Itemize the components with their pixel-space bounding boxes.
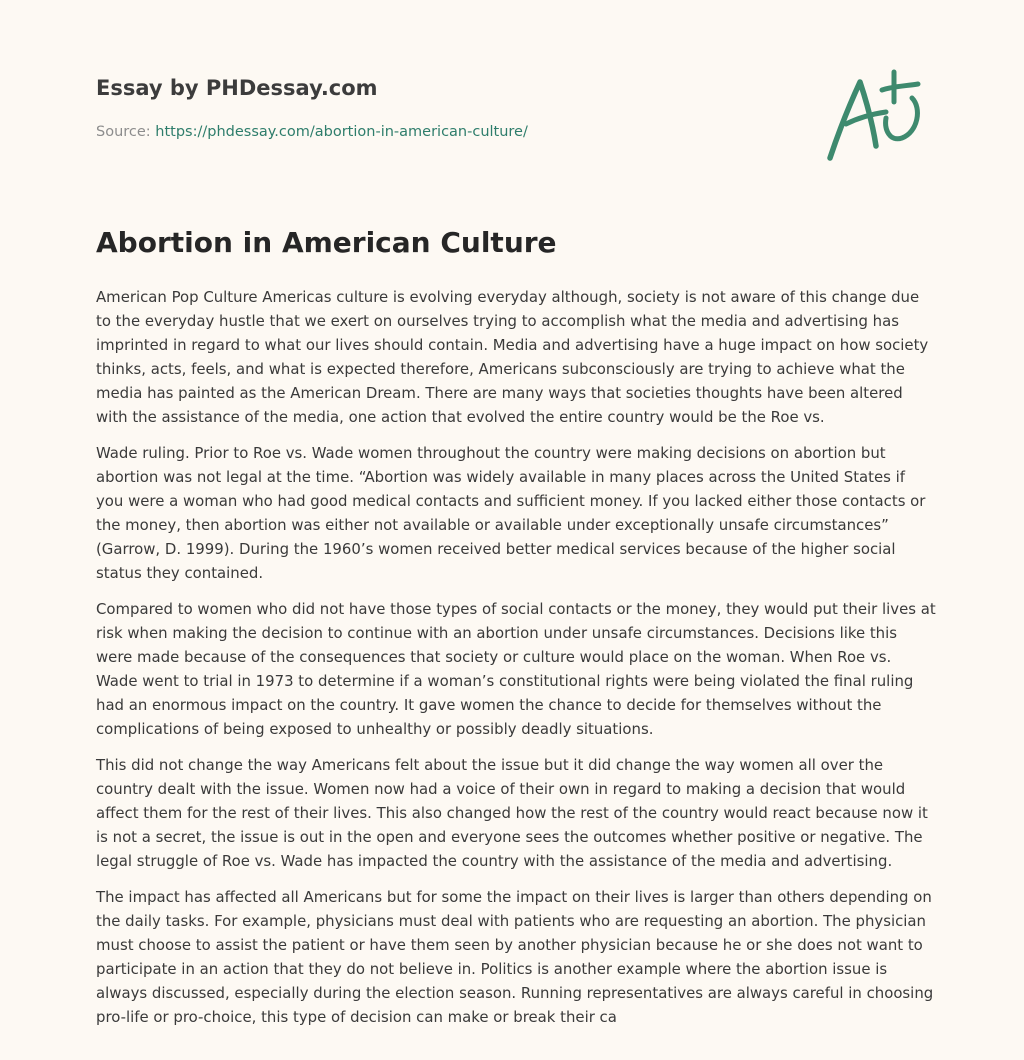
source-line [96, 124, 528, 140]
source-label: Source: [96, 124, 151, 140]
article-title: Abortion in American Culture [96, 226, 557, 259]
a-plus-logo-icon [824, 68, 928, 164]
paragraph: The impact has affected all Americans but for some the impact on their lives is larger than others depending on the daily tasks. For example, physicians must deal with patients who are requesting an abortion. The physician must choose to assist the patient or have them seen by another physician because he or she does not want to participate in an action that they do not believe in. Politics is another example where the abortion issue is always discussed, especially during the election season. Running representatives are always careful in choosing pro-life or pro-choice, this type of decision can make or break their ca [96, 888, 934, 1026]
brand-heading: Essay by PHDessay.com [96, 76, 378, 100]
source-link[interactable]: https://phdessay.com/abortion-in-american-culture/ [155, 124, 528, 140]
paragraph: Wade ruling. Prior to Roe vs. Wade women throughout the country were making decisions on abortion but abortion was not legal at the time. “Abortion was widely available in many places across the United States if you were a woman who had good medical contacts and sufficient money. If you lacked either those contacts or the money, then abortion was either not available or available under exceptionally unsafe circumstances” (Garrow, D. 1999). During the 1960’s women received better medical services because of the higher social status they contained. [96, 444, 926, 582]
paragraph: American Pop Culture Americas culture is evolving everyday although, society is not aware of this change due to the everyday hustle that we exert on ourselves trying to accomplish what the media and advertising has imprinted in regard to what our lives should contain. Media and advertising have a huge impact on how society thinks, acts, feels, and what is expected therefore, Americans subconsciously are trying to achieve what the media has painted as the American Dream. There are many ways that societies thoughts have been altered with the assistance of the media, one action that evolved the entire country would be the Roe vs. [96, 288, 929, 426]
article-body [96, 285, 936, 1041]
paragraph: Compared to women who did not have those types of social contacts or the money, they would put their lives at risk when making the decision to continue with an abortion under unsafe circumstances. Decisions like this were made because of the consequences that society or culture would place on the woman. When Roe vs. Wade went to trial in 1973 to determine if a woman’s constitutional rights were being violated the final ruling had an enormous impact on the country. It gave women the chance to decide for themselves without the complications of being exposed to unhealthy or possibly deadly situations. [96, 600, 936, 738]
paragraph: This did not change the way Americans felt about the issue but it did change the way women all over the country dealt with the issue. Women now had a voice of their own in regard to making a decision that would affect them for the rest of their lives. This also changed how the rest of the country would react because now it is not a secret, the issue is out in the open and everyone sees the outcomes whether positive or negative. The legal struggle of Roe vs. Wade has impacted the country with the assistance of the media and advertising. [96, 756, 928, 870]
